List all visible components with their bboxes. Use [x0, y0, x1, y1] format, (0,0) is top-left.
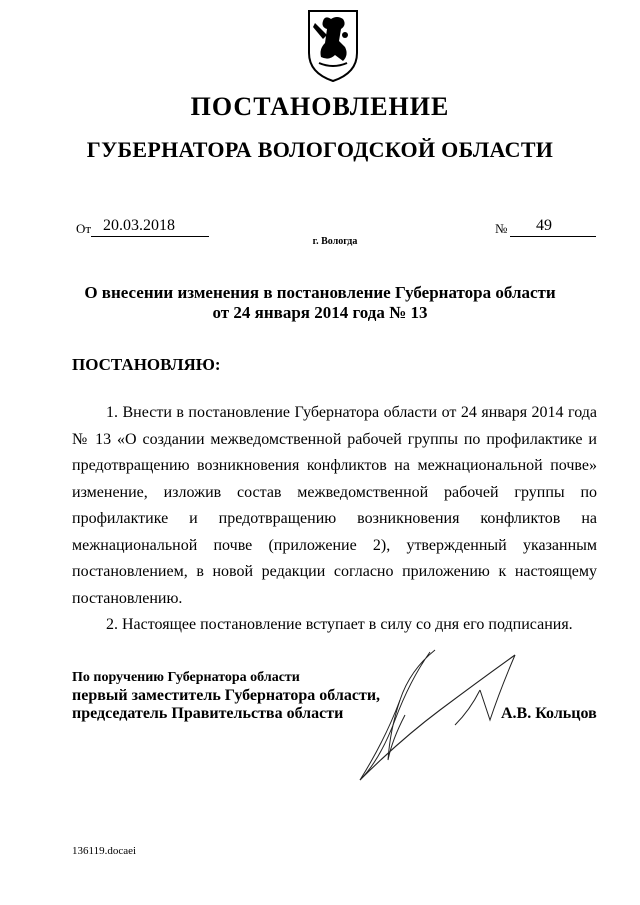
document-number: 49 [510, 216, 596, 237]
coat-of-arms-emblem [301, 5, 365, 85]
paragraph-1: 1. Внести в постановление Губернатора области от 24 января 2014 года № 13 «О создании межведомственной рабочей группы по профилактике и предотвращению возникновения конфликтов на межнациональной почве» изменение, изложив состав межведомственной рабочей группы по профилактике и предотвращению возникновения конфликтов на межнациональной почве (приложение 2), утвержденный указанным постановлением, в новой редакции согласно приложению к настоящему постановлению. [72, 404, 597, 607]
signature-line-2: первый заместитель Губернатора области, [72, 687, 381, 704]
document-title: ПОСТАНОВЛЕНИЕ [190, 92, 450, 121]
subject-line-2: от 24 января 2014 года № 13 [212, 303, 428, 322]
document-date: 20.03.2018 [91, 216, 209, 237]
date-label: От [76, 221, 92, 236]
signature-line-1: По поручению Губернатора области [72, 670, 300, 685]
document-body [72, 400, 597, 639]
document-file-id: 136119.docaei [72, 845, 137, 857]
signatory-name: А.В. Кольцов [501, 705, 597, 722]
subject-line-1: О внесении изменения в постановление Губернатора области [84, 283, 556, 302]
number-label: № [495, 221, 508, 236]
decree-word: ПОСТАНОВЛЯЮ: [72, 355, 221, 374]
signature-line-3: председатель Правительства области [72, 705, 344, 722]
city-name: г. Вологда [312, 236, 358, 247]
document-issuer: ГУБЕРНАТОРА ВОЛОГОДСКОЙ ОБЛАСТИ [86, 137, 554, 162]
paragraph-2: 2. Настоящее постановление вступает в силу со дня его подписания. [106, 616, 573, 633]
